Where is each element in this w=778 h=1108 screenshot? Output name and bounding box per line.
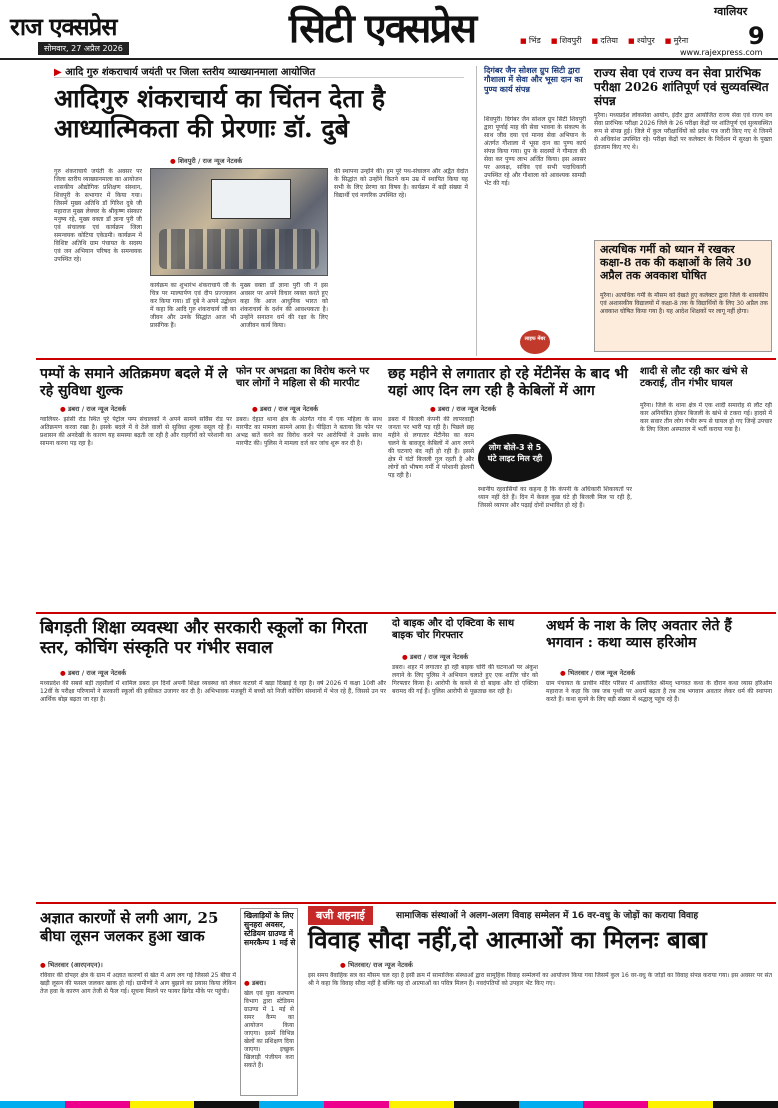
website-url: www.rajexpress.com [680, 48, 763, 57]
fire-byline: ● भितरवार (आरएनएन)। [40, 960, 103, 969]
school-headline: अत्यधिक गर्मी को ध्यान में रखकर कक्षा-8 तक की कक्षाओं के लिये 30 अप्रैल तक अवकाश घोषित [600, 243, 752, 282]
jain-headline: दिगंबर जैन सोशल ग्रुप सिटी द्वारा गौशाला में सेवा और भूसा दान का पुण्य कार्य संपन्न [484, 65, 583, 94]
katha-body: ग्राम पंचायत के प्राचीन मंदिर परिसर में आयोजित श्रीमद् भागवत कथा के दौरान कथा व्यास हरिओम महाराज ने कहा कि जब जब पृथ्वी पर अधर्म बढ़ता है तब तब भगवान अवतार लेकर धर्म की स्थापना करते हैं। कथा सुनने के लिए बड़ी संख्या में श्रद्धालु पहुंच रहे हैं। [546, 680, 772, 703]
jain-body: शिवपुरी। दिगंबर जैन सोशल ग्रुप सिटी शिवपुरी द्वारा पूर्णाई माह की सेवा भावना के संकल्प के साथ जीव दया एवं मानव सेवा अभियान के अंतर्गत गौशाला में भूसा दान का पुण्य कार्य संपन्न किया गया। ग्रुप के सदस्यों ने गौमाता की सेवा कर पुण्य लाभ अर्जित किया। इस अवसर पर अध्यक्ष, सचिव एवं सभी पदाधिकारी उपस्थित रहे और गौशाला को आवश्यक सामग्री भेंट की गई। [484, 116, 586, 187]
lead-body-col3: मुख्य वक्ता डॉ ज्ञाना पुरी जी ने इस अवसर पर अपने विचार व्यक्त करते हुए कहा कि आज आधुनिक भारत को शंकराचार्य के दर्शन की आवश्यकता है। उन्होंने सनातन धर्म की रक्षा के लिए आजीवन कार्य किया। [240, 282, 328, 329]
bike-byline: ● डबरा / राज न्यूज नेटवर्क [402, 652, 468, 661]
sports-byline: ● डबरा। [244, 978, 266, 987]
katha-headline: अधर्म के नाश के लिए अवतार लेते हैं भगवान : कथा व्यास हरिओम [546, 618, 732, 651]
edition-title: सिटी एक्सप्रेस [288, 5, 476, 52]
page-number: 9 [748, 22, 765, 50]
meter-body: डबरा में बिजली कंपनी की लापरवाही जनता पर भारी पड़ रही है। पिछले छह महीने से लगातार मेंटीनेंस का काम चलने के बावजूद केबिलों में आग लगने की घटनाएं बंद नहीं हो रही हैं। इससे क्षेत्र में घंटों बिजली गुल रहती है और लोगों को भीषण गर्मी में परेशानी झेलनी पड़ रही है। [388, 416, 474, 479]
car-body: मुरैना। जिले के थाना क्षेत्र में एक शादी समारोह से लौट रही कार अनियंत्रित होकर बिजली के खंभे से टकरा गई। हादसे में कार सवार तीन लोग गंभीर रूप से घायल हो गए जिन्हें उपचार के लिए जिला अस्पताल में भर्ती कराया गया है। [640, 402, 772, 433]
column-divider [476, 66, 477, 356]
wedding-byline: ● भितरवार/ राज न्यूज नेटवर्क [340, 960, 413, 969]
district-tags [520, 35, 688, 46]
education-byline: ● डबरा / राज न्यूज नेटवर्क [60, 668, 126, 677]
phone-headline: फोन पर अभद्रता का विरोध करने पर चार लोगों ने महिला से की मारपीट [236, 366, 370, 389]
pump-headline: पम्पों के समाने अतिक्रमण बदले में ले रहे सुविधा शुल्क [40, 366, 228, 399]
lead-kicker: ▶ आदि गुरु शंकराचार्य जयंती पर जिला स्तरीय व्याख्यानमाला आयोजित [54, 64, 464, 78]
wedding-body: इस समय वैवाहिक सत्र का मौसम चल रहा है इसी क्रम में सामाजिक संस्थाओं द्वारा सामूहिक विवाह सम्मेलनों का आयोजन किया गया जिसमें कुल 16 वर-वधु के जोड़ों का विवाह संपन्न कराया गया। इस अवसर पर संत श्री ने कहा कि विवाह सौदा नहीं है बल्कि यह दो आत्माओं का पवित्र मिलन है। नवदंपतियों को उपहार भेंट किए गए। [308, 972, 772, 987]
education-headline: बिगड़ती शिक्षा व्यवस्था और सरकारी स्कूलों का गिरता स्तर, कोचिंग संस्कृति पर गंभीर सवाल [40, 618, 368, 659]
meter-body-2: स्थानीय रहवासियों का कहना है कि कंपनी के अधिकारी शिकायतों पर ध्यान नहीं देते हैं। दिन में केवल कुछ घंटे ही बिजली मिल पा रही है, जिससे व्यापार और पढ़ाई दोनों प्रभावित हो रहे हैं। [478, 486, 632, 509]
lead-headline: आदिगुरु शंकराचार्य का चिंतन देता है आध्यात्मिकता की प्रेरणाः डॉ. दुबे [54, 84, 386, 143]
section-rule-3 [36, 902, 776, 904]
section-rule [36, 358, 776, 360]
lead-body-col1: गुरु शंकराचार्य जयंती के अवसर पर जिला स्तरीय व्याख्यानमाला का आयोजन शासकीय औद्योगिक प्रशिक्षण संस्थान, शिवपुरी के सभागार में किया गया। जिसमें मुख्य अतिथि डॉ गिरिश दुबे जी महाराज मुख्य लेक्चर के श्रीकृष्ण संस्कार मनुष्य रहे, मुख्य वक्ता डॉ ज्ञाना पुरी जी एवं संचालक एवं कार्यक्रम जिला समन्वयक कोटिया एकेडमी। कार्यक्रम में विशिष्ट अतिथि ग्राम पंचायत के सदस्य एवं जन अभियान परिषद के समन्वयक उपस्थित रहे। [54, 168, 142, 263]
pump-body: ग्वालियर- झांसी रोड स्थित पूरे पेट्रोल पम्प संचालकों ने अपने सामने सर्विस रोड पर अतिक्रमण करवा रखा है। इसके बदले में वे ठेले वालों से सुविधा शुल्क वसूल रहे हैं। प्रशासन की अनदेखी के कारण यह समस्या बढ़ती जा रही है और राहगीरों को परेशानी का सामना करना पड़ रहा है। [40, 416, 232, 447]
sports-headline: खिलाड़ियों के लिए सुनहरा अवसर, स्टेडियम ग्राउण्ड में समरकैम्प 1 मई से [244, 911, 296, 947]
phone-byline: ● डबरा / राज न्यूज नेटवर्क [252, 404, 318, 413]
lead-body-col2: कार्यक्रम का शुभारंभ शंकराचार्य जी के चित्र पर माल्यार्पण एवं दीप प्रज्ज्वलन कर किया गया। डॉ दुबे ने अपने उद्बोधन में कहा कि आदि गुरु शंकराचार्य जी का जीवन और उनके सिद्धांत आज भी प्रासंगिक हैं। [150, 282, 236, 329]
tag-sheopur: ■ श्योपुर [628, 35, 655, 46]
city-name: ग्वालियर [714, 5, 748, 18]
section-rule-2 [36, 612, 776, 614]
pump-byline: ● डबरा / राज न्यूज नेटवर्क [60, 404, 126, 413]
education-body: मध्यप्रदेश की सबसे बड़ी तहसीलों में शामिल डबरा इन दिनों अपनी शिक्षा व्यवस्था को लेकर कटघरे में खड़ा दिखाई दे रहा है। वर्ष 2026 में कक्षा 10वीं और 12वीं के परीक्षा परिणामों ने सरकारी स्कूलों की हकीकत उजागर कर दी है। अभिभावक मजबूरी में बच्चों को निजी कोचिंग संस्थानों में भेज रहे हैं, जिससे उन पर आर्थिक बोझ बढ़ता जा रहा है। [40, 680, 386, 703]
newspaper-brand: राज एक्सप्रेस [10, 12, 117, 41]
lead-body-col4: की स्थापना उन्होंने की। हम पूरे पथ-संचालन और अद्वैत वेदांत के सिद्धांत को उन्होंने कितने कम उम्र में स्थापित किया यह सभी के लिए प्रेरणा का विषय है। कार्यक्रम में बड़ी संख्या में विद्यार्थी एवं नागरिक उपस्थित रहे। [334, 168, 468, 199]
life-member-logo: लाइफ मेंबर [520, 330, 550, 354]
issue-date: सोमवार, 27 अप्रैल 2026 [38, 42, 129, 55]
wedding-ribbon: बजी शहनाई [308, 906, 373, 925]
meter-headline: छह महीने से लगातार हो रहे मेंटीनेंस के बाद भी यहां आए दिन लग रही है केबिलों में आग [388, 366, 628, 399]
print-color-bar [0, 1101, 778, 1108]
fire-body: रविवार की दोपहर क्षेत्र के ग्राम में अज्ञात कारणों से खेत में आग लग गई जिससे 25 बीघा में खड़ी लूसन की फसल जलकर खाक हो गई। ग्रामीणों ने आग बुझाने का प्रयास किया लेकिन तेज हवा के कारण आग तेजी से फैल गई। सूचना मिलने पर फायर ब्रिगेड मौके पर पहुंची। [40, 972, 236, 995]
katha-byline: ● भितरवार / राज न्यूज नेटवर्क [560, 668, 635, 677]
tag-morena: ■ मुरैना [665, 35, 688, 46]
phone-body: डबरा। देहात थाना क्षेत्र के अंतर्गत गांव में एक महिला के साथ मारपीट का मामला सामने आया है। पीड़िता ने बताया कि फोन पर अभद्र बातें करने का विरोध करने पर आरोपियों ने उसके साथ मारपीट की। पुलिस ने मामला दर्ज कर जांच शुरू कर दी है। [236, 416, 382, 447]
wedding-kicker: सामाजिक संस्थाओं ने अलग-अलग विवाह सम्मेलन में 16 वर-वधु के जोड़ों का कराया विवाह [396, 911, 699, 921]
tag-bhind: ■ भिंड [520, 35, 541, 46]
fire-headline: अज्ञात कारणों से लगी आग, 25 बीघा लूसन जलकर हुआ खाक [40, 909, 219, 945]
bike-headline: दो बाइक और दो एक्टिवा के साथ बाइक चोर गिरफ्तार [392, 618, 515, 641]
tag-shivpuri: ■ शिवपुरी [551, 35, 582, 46]
lead-byline: ● शिवपुरी / राज न्यूज नेटवर्क [170, 156, 242, 165]
sports-body: खेल एवं युवा कल्याण विभाग द्वारा स्टेडियम ग्राउण्ड में 1 मई से समर कैम्प का आयोजन किया जाएगा। इसमें विभिन्न खेलों का प्रशिक्षण दिया जाएगा। इच्छुक खिलाड़ी पंजीयन करा सकते हैं। [244, 990, 294, 1069]
school-body: मुरैना। अत्यधिक गर्मी के मौसम को देखते हुए कलेक्टर द्वारा जिले के शासकीय एवं अशासकीय विद्यालयों में कक्षा-8 तक के विद्यार्थियों के लिए 30 अप्रैल तक अवकाश घोषित किया गया है। यह आदेश शिक्षकों पर लागू नहीं होगा। [600, 292, 768, 315]
lead-photo [150, 168, 328, 276]
wedding-headline: विवाह सौदा नहीं,दो आत्माओं का मिलनः बाबा [308, 925, 707, 954]
exam-headline: राज्य सेवा एवं राज्य वन सेवा प्रारंभिक परीक्षा 2026 शांतिपूर्ण एवं सुव्यवस्थित संपन्न [594, 66, 769, 109]
car-headline: शादी से लौट रही कार खंभे से टकराई, तीन गंभीर घायल [640, 366, 748, 389]
tag-datia: ■ दतिया [592, 35, 618, 46]
meter-callout: लोग बोले-3 से 5 घंटे लाइट मिल रही [478, 434, 552, 482]
bike-body: डबरा। शहर में लगातार हो रही बाइक चोरी की घटनाओं पर अंकुश लगाने के लिए पुलिस ने अभियान चलाते हुए एक शातिर चोर को गिरफ्तार किया है। आरोपी के कब्जे से दो बाइक और दो एक्टिवा बरामद की गई हैं। पुलिस आरोपी से पूछताछ कर रही है। [392, 664, 538, 695]
exam-body: मुरैना। मध्यप्रदेश लोकसेवा आयोग, इंदौर द्वारा आयोजित राज्य सेवा एवं राज्य वन सेवा प्रारंभिक परीक्षा 2026 जिले के 26 परीक्षा केंद्रों पर शांतिपूर्ण एवं सुव्यवस्थित रूप से संपन्न हुई। जिले में कुल परीक्षार्थियों को प्रवेश पत्र जारी किए गए थे जिनमें से अधिकांश उपस्थित रहे। परीक्षा केंद्रों पर कलेक्टर के निर्देशन में सुरक्षा के पुख्ता इंतजाम किए गए थे। [594, 112, 772, 151]
meter-byline: ● डबरा / राज न्यूज नेटवर्क [430, 404, 496, 413]
